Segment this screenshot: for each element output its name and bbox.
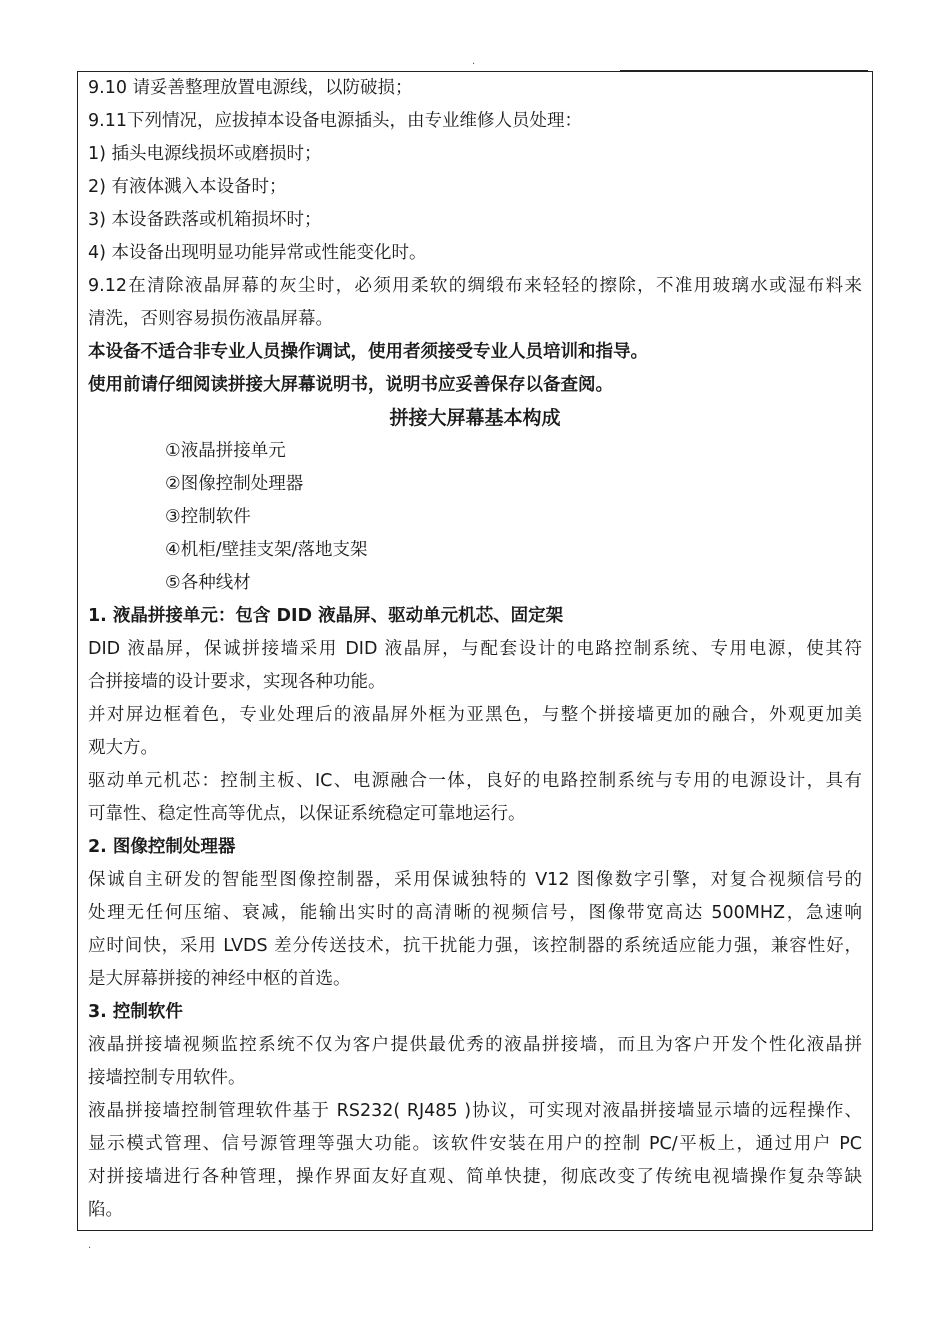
document-frame	[77, 71, 873, 1231]
warning-training: 本设备不适合非专业人员操作调试，使用者须接受专业人员培训和指导。	[88, 342, 648, 362]
section-2-line: 是大屏幕拼接的神经中枢的首选。	[88, 969, 351, 989]
section-3-line: 液晶拼接墙控制管理软件基于 RS232( RJ485 )协议，可实现对液晶拼接墙显示墙的远程操作、	[88, 1101, 862, 1121]
composition-item: ②图像控制处理器	[165, 474, 304, 494]
composition-item: ①液晶拼接单元	[165, 441, 286, 461]
composition-item: ④机柜/壁挂支架/落地支架	[165, 540, 368, 560]
section-3-line: 显示模式管理、信号源管理等强大功能。该软件安装在用户的控制 PC/平板上，通过用户 PC	[88, 1134, 862, 1154]
section-3-line: 接墙控制专用软件。	[88, 1068, 246, 1088]
section-2-heading: 2. 图像控制处理器	[88, 837, 236, 857]
safety-case: 4) 本设备出现明显功能异常或性能变化时。	[88, 243, 427, 263]
section-1-line: 并对屏边框着色，专业处理后的液晶屏外框为亚黑色，与整个拼接墙更加的融合，外观更加美	[88, 705, 862, 725]
header-dot: ·	[472, 59, 476, 70]
section-2-line: 处理无任何压缩、衰减，能输出实时的高清晰的视频信号，图像带宽高达 500MHZ，急速响	[88, 903, 862, 923]
safety-line-9-12-cont: 清洗，否则容易损伤液晶屏幕。	[88, 309, 333, 329]
safety-line-9-10: 9.10 请妥善整理放置电源线，以防破损；	[88, 78, 413, 98]
safety-line-9-12: 9.12在清除液晶屏幕的灰尘时，必须用柔软的绸缎布来轻轻的擦除，不准用玻璃水或湿布料来	[88, 276, 862, 296]
safety-case: 1) 插头电源线损坏或磨损时；	[88, 144, 322, 164]
section-1-line: 驱动单元机芯：控制主板、IC、电源融合一体，良好的电路控制系统与专用的电源设计，具有	[88, 771, 862, 791]
footer-dot: ·	[88, 1243, 92, 1254]
section-1-line: 合拼接墙的设计要求，实现各种功能。	[88, 672, 386, 692]
safety-line-9-11: 9.11下列情况，应拔掉本设备电源插头，由专业维修人员处理：	[88, 111, 582, 131]
safety-case: 2) 有液体溅入本设备时；	[88, 177, 287, 197]
section-1-line: DID 液晶屏，保诚拼接墙采用 DID 液晶屏，与配套设计的电路控制系统、专用电源，使其符	[88, 639, 862, 659]
section-1-line: 观大方。	[88, 738, 158, 758]
section-3-heading: 3. 控制软件	[88, 1002, 183, 1022]
warning-read-manual: 使用前请仔细阅读拼接大屏幕说明书，说明书应妥善保存以备查阅。	[88, 375, 613, 395]
section-3-line: 液晶拼接墙视频监控系统不仅为客户提供最优秀的液晶拼接墙，而且为客户开发个性化液晶拼	[88, 1035, 862, 1055]
section-1-line: 可靠性、稳定性高等优点，以保证系统稳定可靠地运行。	[88, 804, 526, 824]
section-2-line: 应时间快，采用 LVDS 差分传送技术，抗干扰能力强，该控制器的系统适应能力强，兼容性好，	[88, 936, 862, 956]
composition-title: 拼接大屏幕基本构成	[389, 407, 561, 429]
section-2-line: 保诚自主研发的智能型图像控制器，采用保诚独特的 V12 图像数字引擎，对复合视频信号的	[88, 870, 862, 890]
section-3-line: 陷。	[88, 1200, 123, 1220]
composition-item: ⑤各种线材	[165, 573, 251, 593]
section-1-heading: 1. 液晶拼接单元：包含 DID 液晶屏、驱动单元机芯、固定架	[88, 606, 564, 626]
safety-case: 3) 本设备跌落或机箱损坏时；	[88, 210, 322, 230]
section-3-line: 对拼接墙进行各种管理，操作界面友好直观、简单快捷，彻底改变了传统电视墙操作复杂等缺	[88, 1167, 862, 1187]
composition-item: ③控制软件	[165, 507, 251, 527]
